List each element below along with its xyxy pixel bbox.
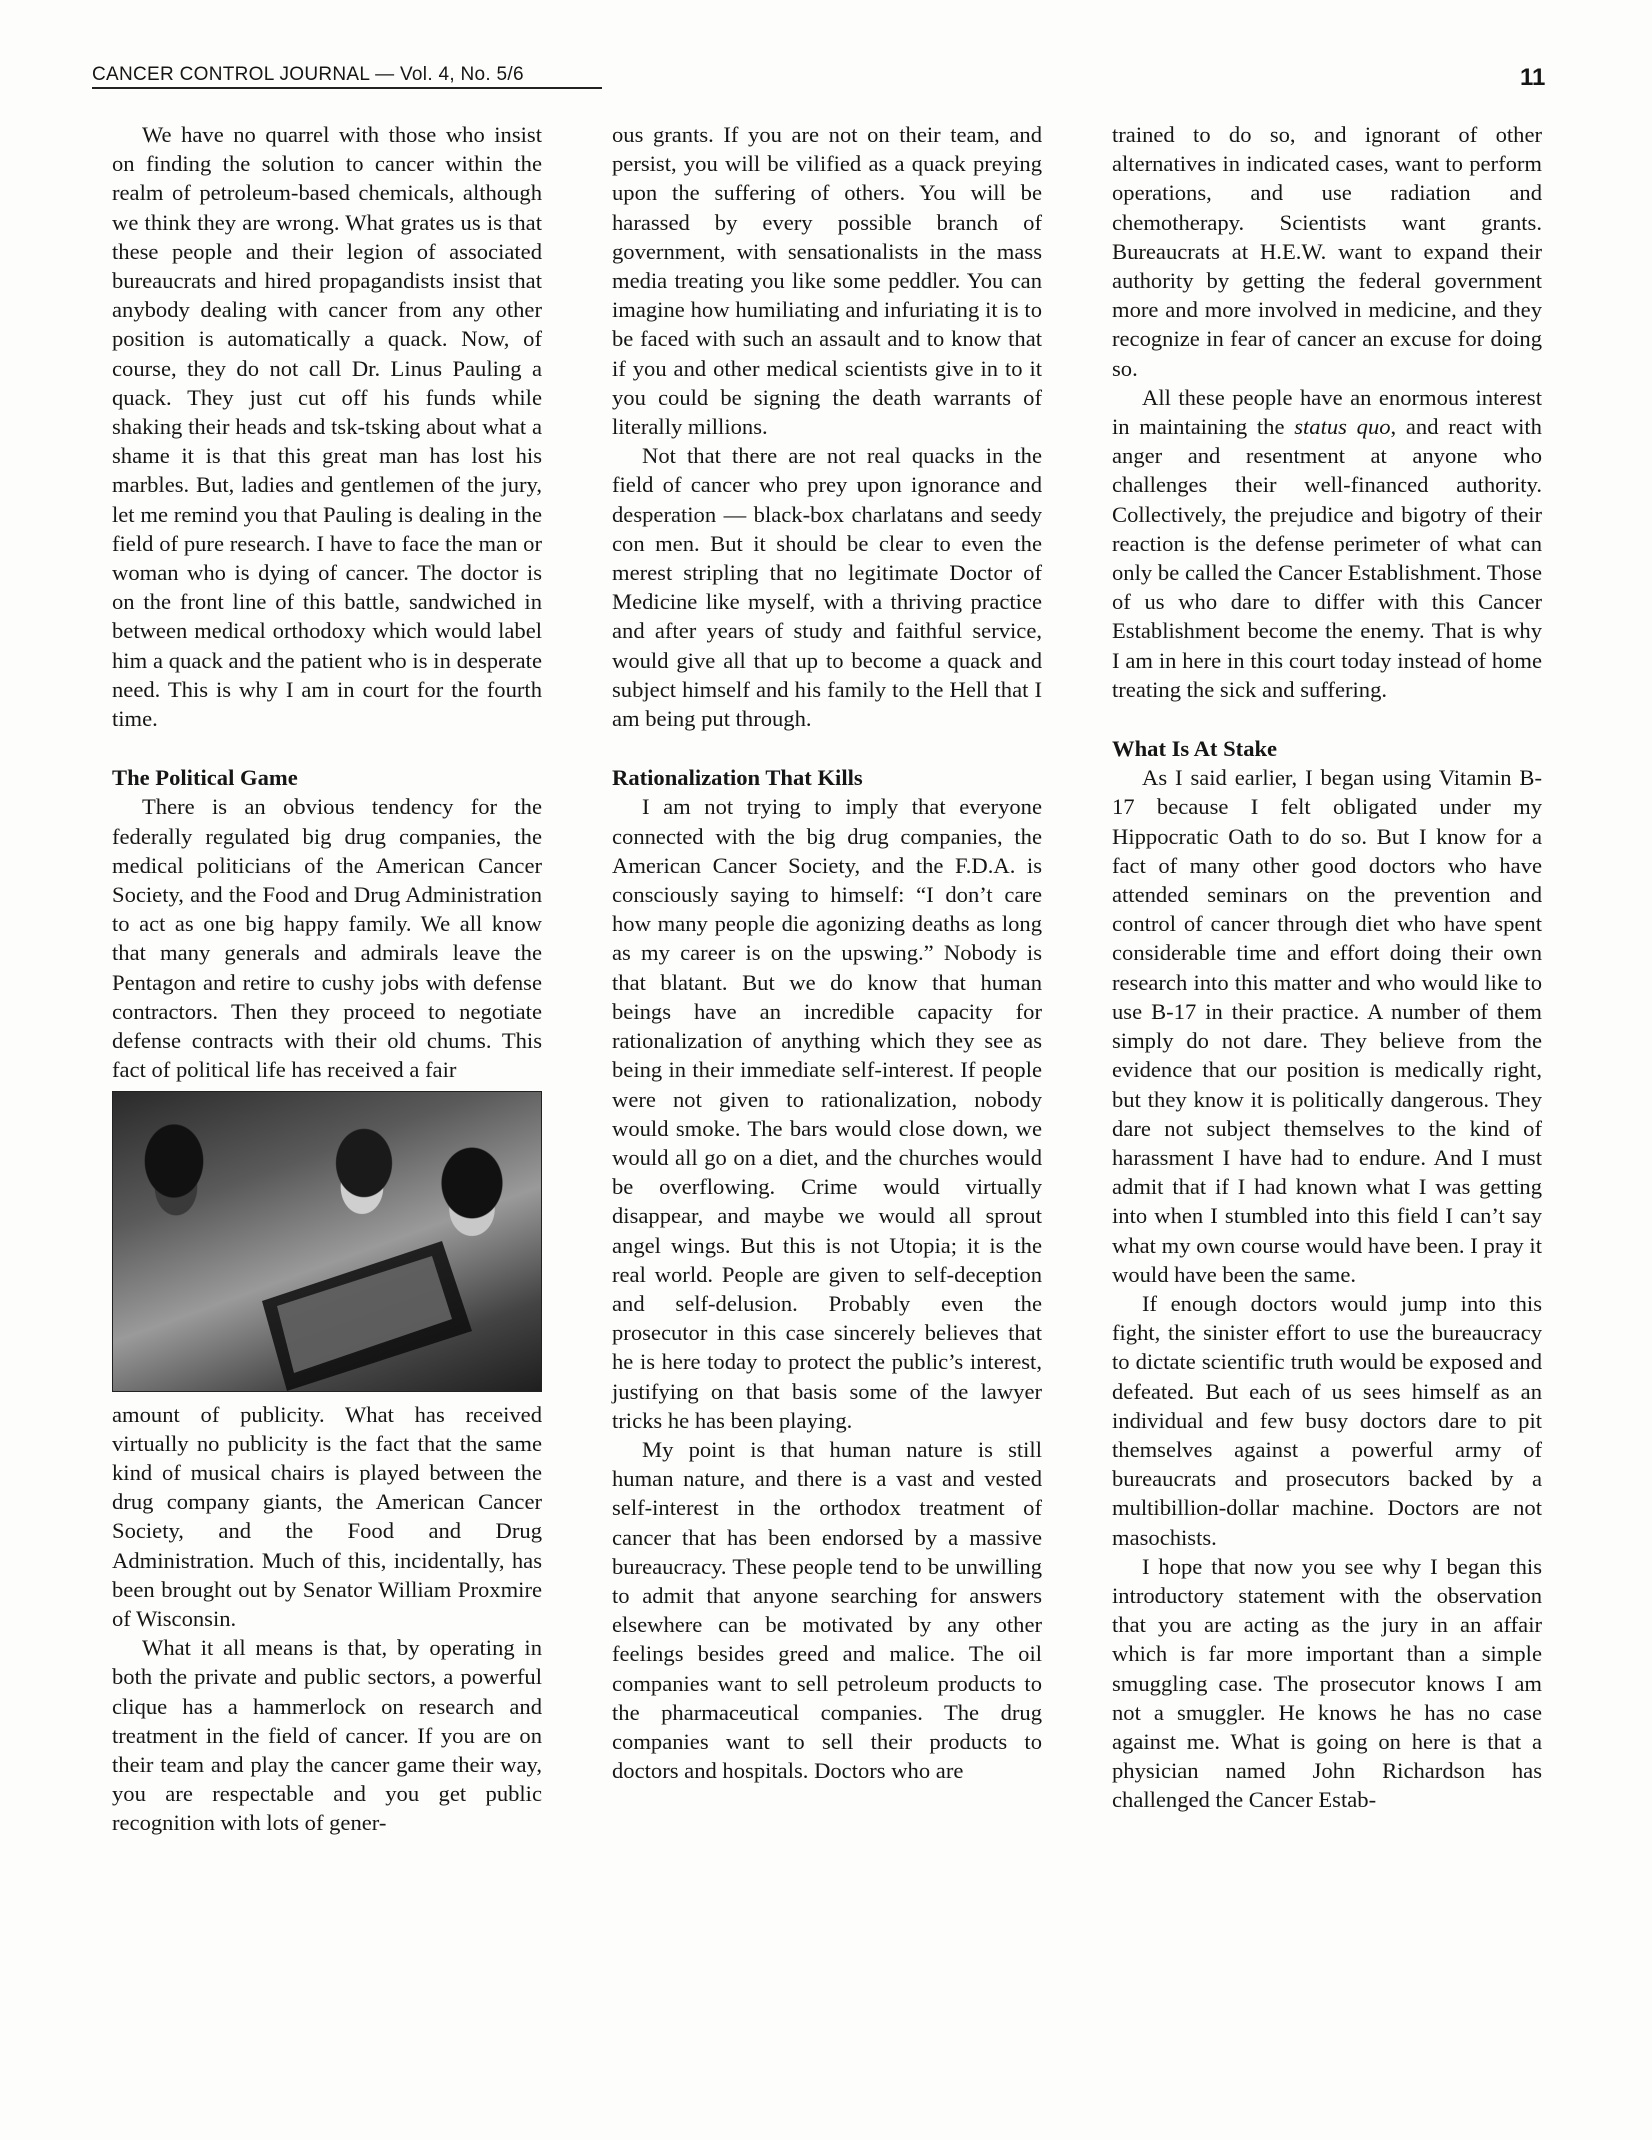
paragraph: I hope that now you see why I began this introductory statement with the observation that you are acting as the jury in an affair which is far more important than a simple smuggling case. The prosecutor knows I am not a smuggler. He knows he has no case against me. What is going on here is that a physician named John Richardson has challenged the Cancer Estab- xyxy=(1112,1553,1542,1813)
paragraph: ous grants. If you are not on their team, and persist, you will be vilified as a quack preying upon the suffering of others. You will be harassed by every possible branch of government, with sensationalists in the mass media treating you like some peddler. You can imagine how humiliating and infuriating it is to be faced with such an assault and to know that if you and other medical scientists give in to it you could be signing the death warrants of literally millions. xyxy=(612,122,1042,440)
paragraph: My point is that human nature is still human nature, and there is a vast and vested self-interest in the orthodox treatment of cancer that has been endorsed by a massive bureaucracy. These people tend to be unwilling to admit that anyone searching for answers elsewhere can be motivated by any other feelings besides greed and malice. The oil companies want to sell petroleum products to the pharmaceutical companies. The drug companies want to sell their products to doctors and hospitals. Doctors who are xyxy=(612,1436,1042,1784)
paragraph: I am not trying to imply that everyone connected with the big drug companies, the American Cancer Society, and the F.D.A. is consciously saying to himself: “I don’t care how many people die agonizing deaths as long as my career is on the upswing.” Nobody is that blatant. But we do know that human beings have an incredible capacity for rationalization of anything which they see as being in their immediate self-interest. If people were not given to rationalization, nobody would smoke. The bars would close down, we would all go on a diet, and the churches would be overflowing. Crime would virtually disappear, and maybe we would all sprout angel wings. But this is not Utopia; it is the real world. People are given to self-deception and self-delusion. Probably even the prosecutor in this case sincerely believes that he is here today to protect the public’s interest, justifying on that basis some of the lawyer tricks he has been playing. xyxy=(612,794,1042,1433)
column-1 xyxy=(112,120,542,1838)
column-3 xyxy=(1112,120,1542,1815)
paragraph xyxy=(1112,383,1542,704)
paragraph-text: , and react with anger and resentment at anyone who challenges their well-financed authority. Collectively, the prejudice and bigotry of their reaction is the defense perimeter of what can only be called the Cancer Establishment. Those of us who dare to differ with this Cancer Establishment become the enemy. That is why I am in here in this court today instead of home treating the sick and suffering. xyxy=(1112,414,1542,702)
italic-phrase: status quo xyxy=(1294,414,1391,440)
paragraph: We have no quarrel with those who insist on finding the solution to cancer within the realm of petroleum-based chemicals, although we think they are wrong. What grates us is that these people and their legion of associated bureaucrats and hired propagandists insist that anybody dealing with cancer from any other position is automatically a quack. Now, of course, they do not call Dr. Linus Pauling a quack. They just cut off his funds while shaking their heads and tsk-tsking about what a shame it is that this great man has lost his marbles. But, ladies and gentlemen of the jury, let me remind you that Pauling is dealing in the field of pure research. I have to face the man or woman who is dying of cancer. The doctor is on the front line of this battle, sandwiched in between medical orthodoxy which would label him a quack and the patient who is in desperate need. This is why I am in court for the fourth time. xyxy=(112,122,542,732)
paragraph: trained to do so, and ignorant of other alternatives in indicated cases, want to perform operations, and use radiation and chemotherapy. Scientists want grants. Bureaucrats at H.E.W. want to expand their authority by getting the federal government more and more involved in medicine, and they recognize in fear of cancer an excuse for doing so. xyxy=(1112,122,1542,381)
section-heading-political-game: The Political Game xyxy=(112,765,298,791)
paragraph: If enough doctors would jump into this fight, the sinister effort to use the bureaucracy to dictate scientific truth would be exposed and defeated. But each of us sees himself as an individual and few busy doctors dare to pit themselves against a powerful army of bureaucrats and prosecutors backed by a multibillion-dollar machine. Doctors are not masochists. xyxy=(1112,1290,1542,1550)
photo-figure xyxy=(112,1091,542,1392)
column-2 xyxy=(612,120,1042,1785)
paragraph: What it all means is that, by operating in both the private and public sectors, a powerful clique has a hammerlock on research and treatment in the field of cancer. If you are on their team and play the cancer game their way, you are respectable and you get public recognition with lots of gener- xyxy=(112,1635,542,1836)
photo-illustration xyxy=(112,1091,542,1392)
running-head: CANCER CONTROL JOURNAL — Vol. 4, No. 5/6 xyxy=(92,64,602,89)
section-heading-what-is-at-stake: What Is At Stake xyxy=(1112,736,1278,762)
paragraph: As I said earlier, I began using Vitamin B-17 because I felt obligated under my Hippocratic Oath to do so. But I know for a fact of many other good doctors who have attended seminars on the prevention and control of cancer through diet who have spent considerable time and effort doing their own research into this matter and who would like to use B-17 in their practice. A number of them simply do not dare. They believe from the evidence that our position is medically right, but they know it is politically dangerous. They dare not subject themselves to the kind of harassment I have had to endure. And I must admit that if I had known what I was getting into when I stumbled into this field I can’t say what my own course would have been. I pray it would have been the same. xyxy=(1112,765,1542,1287)
section-heading-rationalization: Rationalization That Kills xyxy=(612,765,863,791)
paragraph-text: All these people have an enormous interest in maintaining the xyxy=(1112,384,1542,440)
paragraph: There is an obvious tendency for the federally regulated big drug companies, the medical politicians of the American Cancer Society, and the Food and Drug Administration to act as one big happy family. We all know that many generals and admirals leave the Pentagon and retire to cushy jobs with defense contractors. Then they proceed to negotiate defense contracts with their old chums. This fact of political life has received a fair xyxy=(112,794,542,1083)
paragraph: amount of publicity. What has received virtually no publicity is the fact that the same kind of musical chairs is played between the drug company giants, the American Cancer Society, and the Food and Drug Administration. Much of this, incidentally, has been brought out by Senator William Proxmire of Wisconsin. xyxy=(112,1401,542,1631)
page-number: 11 xyxy=(1520,64,1546,91)
paragraph: Not that there are not real quacks in the field of cancer who prey upon ignorance and desperation — black-box charlatans and seedy con men. But it should be clear to even the merest stripling that no legitimate Doctor of Medicine like myself, with a thriving practice and after years of study and faithful service, would give all that up to become a quack and subject himself and his family to the Hell that I am being put through. xyxy=(612,443,1042,732)
